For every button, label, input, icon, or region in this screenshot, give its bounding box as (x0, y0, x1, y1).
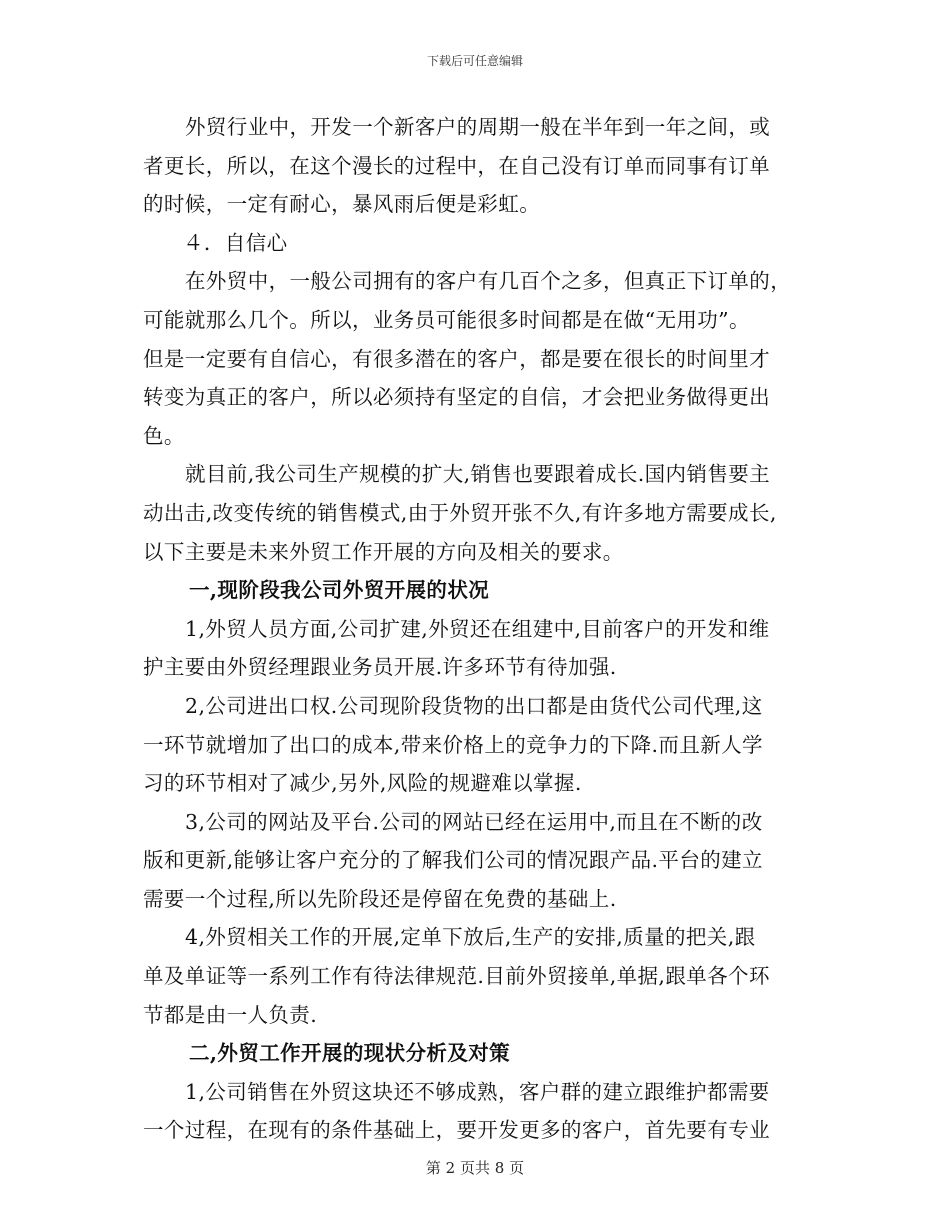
text-line: 动出击,改变传统的销售模式,由于外贸开张不久,有许多地方需要成长, (143, 500, 777, 525)
paragraph-export-rights (143, 687, 811, 803)
paragraph-sales-maturity (143, 1073, 811, 1150)
section-heading-analysis: 二,外贸工作开展的现状分析及对策 (189, 1041, 511, 1066)
text-line: 外贸行业中，开发一个新客户的周期一般在半年到一年之间，或 (185, 115, 771, 139)
text-line: 以下主要是未来外贸工作开展的方向及相关的要求。 (143, 539, 624, 564)
text-line: 一个过程，在现有的条件基础上，要开发更多的客户，首先要有专业 (143, 1118, 770, 1143)
text-line: 但是一定要有自信心，有很多潜在的客户，都是要在很长的时间里才 (143, 346, 770, 371)
text-line: 4,外贸相关工作的开展,定单下放后,生产的安排,质量的把关,跟 (185, 925, 756, 950)
text-line: 就目前,我公司生产规模的扩大,销售也要跟着成长.国内销售要主 (185, 462, 771, 487)
text-line: 1,外贸人员方面,公司扩建,外贸还在组建中,目前客户的开发和维 (185, 616, 770, 641)
text-line: 的时候，一定有耐心，暴风雨后便是彩虹。 (143, 192, 541, 217)
paragraph-staff (143, 610, 811, 687)
text-line: 3,公司的网站及平台.公司的网站已经在运用中,而且在不断的改 (185, 809, 763, 834)
text-line: 单及单证等一系列工作有待法律规范.目前外贸接单,单据,跟单各个环 (143, 964, 770, 989)
text-line: 转变为真正的客户，所以必须持有坚定的自信，才会把业务做得更出 (143, 385, 770, 410)
text-line: 在外贸中，一般公司拥有的客户有几百个之多，但真正下订单的， (185, 269, 792, 294)
text-line: 可能就那么几个。所以，业务员可能很多时间都是在做“无用功”。 (143, 307, 750, 332)
text-line: 2,公司进出口权.公司现阶段货物的出口都是由货代公司代理,这 (185, 693, 763, 718)
text-line: 需要一个过程,所以先阶段还是停留在免费的基础上. (143, 886, 617, 911)
text-line: 色。 (143, 423, 185, 448)
paragraph-intro (143, 455, 811, 571)
text-line: 节都是由一人负责. (143, 1002, 318, 1027)
text-line: 护主要由外贸经理跟业务员开展.许多环节有待加强. (143, 655, 617, 680)
item-heading-confidence: ４．自信心 (183, 230, 288, 255)
page-footer: 第 2 页共 8 页 (425, 1159, 525, 1177)
paragraph-website (143, 803, 811, 919)
paragraph-confidence (143, 262, 811, 455)
page-header: 下载后可任意编辑 (426, 54, 523, 68)
text-line: 一环节就增加了出口的成本,带来价格上的竞争力的下降.而且新人学 (143, 732, 763, 757)
text-line: 版和更新,能够让客户充分的了解我们公司的情况跟产品.平台的建立 (143, 848, 763, 873)
section-heading-current-status: 一,现阶段我公司外贸开展的状况 (189, 578, 490, 603)
paragraph-related-work (143, 918, 811, 1034)
paragraph-customer-cycle (143, 108, 811, 224)
text-line: 1,公司销售在外贸这块还不够成熟，客户群的建立跟维护都需要 (185, 1079, 770, 1104)
text-line: 者更长，所以，在这个漫长的过程中，在自己没有订单而同事有订单 (143, 153, 770, 178)
document-body (143, 108, 811, 1150)
text-line: 习的环节相对了减少,另外,风险的规避难以掌握. (143, 771, 582, 796)
